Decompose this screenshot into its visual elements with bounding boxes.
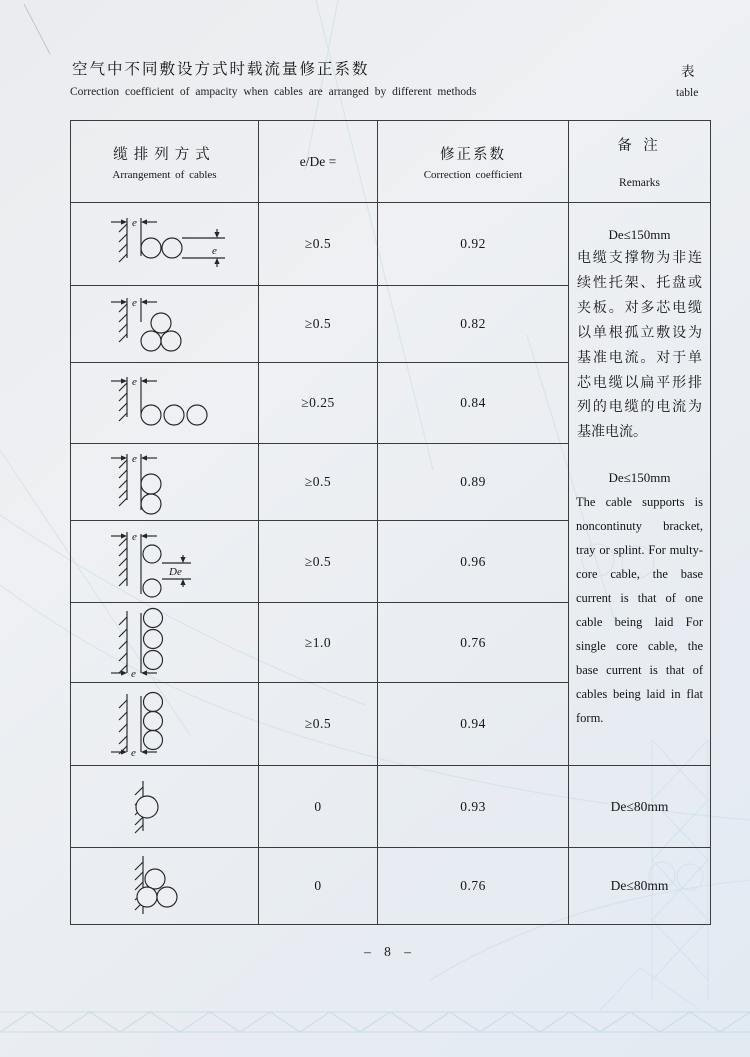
header-coefficient-zh: 修正系数 [440,146,506,163]
gap-dimension-label: e [131,297,137,309]
cable-arrangement-diagram [85,524,245,600]
remarks-cell: De≤80mm [569,848,711,925]
ratio-value: ≥1.0 [259,603,378,683]
remark-title-en: De≤150mm [608,470,671,486]
arrangement-diagram-cell [71,848,259,925]
arrangement-diagram-cell [71,766,259,848]
cable-arrangement-diagram [85,206,245,282]
cable-circles [143,608,162,669]
header-remarks-zh: 备 注 [617,138,662,154]
cable-circles [143,693,162,750]
page-title: 空气中不同敷设方式时载流量修正系数 [72,61,370,78]
table-label-en: table [676,87,699,99]
ratio-value: ≥0.5 [259,203,378,286]
arrangement-diagram-cell [71,521,259,603]
coefficient-value: 0.76 [378,603,569,683]
table-row [71,203,711,286]
table-label-zh: 表 [681,64,695,79]
arrangement-diagram-cell [71,203,259,286]
cable-arrangement-diagram [85,365,245,441]
ratio-value: ≥0.5 [259,286,378,363]
table-row [71,848,711,925]
arrangement-diagram-cell [71,683,259,766]
cable-arrangement-diagram [85,848,245,924]
header-remarks-en: Remarks [619,177,660,189]
cable-circles [141,313,181,351]
table-row [71,766,711,848]
wall-hatching [119,694,127,754]
cable-circles [141,474,161,514]
cable-circles [143,545,161,597]
ratio-value: ≥0.25 [259,363,378,444]
coefficient-value: 0.82 [378,286,569,363]
cable-circles [136,796,158,818]
cable-arrangement-diagram [85,686,245,762]
gap-dimension-label: e [130,747,136,759]
coefficient-value: 0.94 [378,683,569,766]
wall-hatching [119,454,127,506]
remark-body-zh: 电缆支撑物为非连续性托架、托盘或夹板。对多芯电缆以单根孤立敷设为基准电流。对于单芯电缆以扁平形排列的电缆的电流为基准电流。 [577,251,702,441]
wall-hatching [119,611,127,673]
wall-hatching [119,298,127,342]
header-coefficient [378,121,569,203]
remarks-merged-cell [569,203,711,766]
ratio-value: ≥0.5 [259,521,378,603]
cable-arrangement-diagram [85,444,245,520]
arrangement-diagram-cell [71,444,259,521]
cable-circles [141,405,207,425]
gap-dimension-label: e [131,217,137,229]
arrangement-diagram-cell [71,363,259,444]
header-coefficient-en: Correction coefficient [423,168,523,181]
remark-title-zh: De≤150mm [608,227,671,242]
coefficient-value: 0.76 [378,848,569,925]
correction-coefficient-table [70,120,711,925]
table-header-row [71,121,711,203]
coefficient-value: 0.96 [378,521,569,603]
coefficient-value: 0.92 [378,203,569,286]
wall-hatching [119,532,127,586]
gap-dimension-label: e [131,376,137,388]
arrangement-diagram-cell [71,286,259,363]
ratio-value: ≥0.5 [259,683,378,766]
coefficient-value: 0.89 [378,444,569,521]
header-remarks [569,121,711,203]
header-arrangement-zh: 缆排列方式 [113,146,216,163]
cable-arrangement-diagram [85,605,245,681]
coefficient-value: 0.93 [378,766,569,848]
cable-arrangement-diagram [85,286,245,362]
gap-dimension-label: e [130,667,136,680]
header-ratio-label: e/De = [299,153,337,169]
spacing-dimension-label: e [211,245,217,257]
ratio-value: 0 [259,766,378,848]
arrangement-diagram-cell [71,603,259,683]
remarks-cell: De≤80mm [569,766,711,848]
cable-arrangement-diagram [85,769,245,845]
ratio-value: 0 [259,848,378,925]
wall-hatching [119,377,127,421]
header-arrangement [71,121,259,203]
ratio-value: ≥0.5 [259,444,378,521]
wall-hatching [119,218,127,262]
remark-body-en: The cable supports is noncontinuty bracket, tray or splint. For multy-core cable, the base current is that of one cable being laid For single core cable, the base current is that of cables being laid in flat form. [576,495,703,726]
gap-dimension-label: e [131,530,137,543]
coefficient-value: 0.84 [378,363,569,444]
cable-circles [141,238,182,258]
header-arrangement-en: Arrangement of cables [112,168,217,181]
gap-dimension-label: e [131,453,137,465]
page-subtitle: Correction coefficient of ampacity when cables are arranged by different methods [70,86,477,98]
spacing-dimension-label: De [168,565,182,578]
header-ratio [259,121,378,203]
page-number: – 8 – [364,944,416,959]
